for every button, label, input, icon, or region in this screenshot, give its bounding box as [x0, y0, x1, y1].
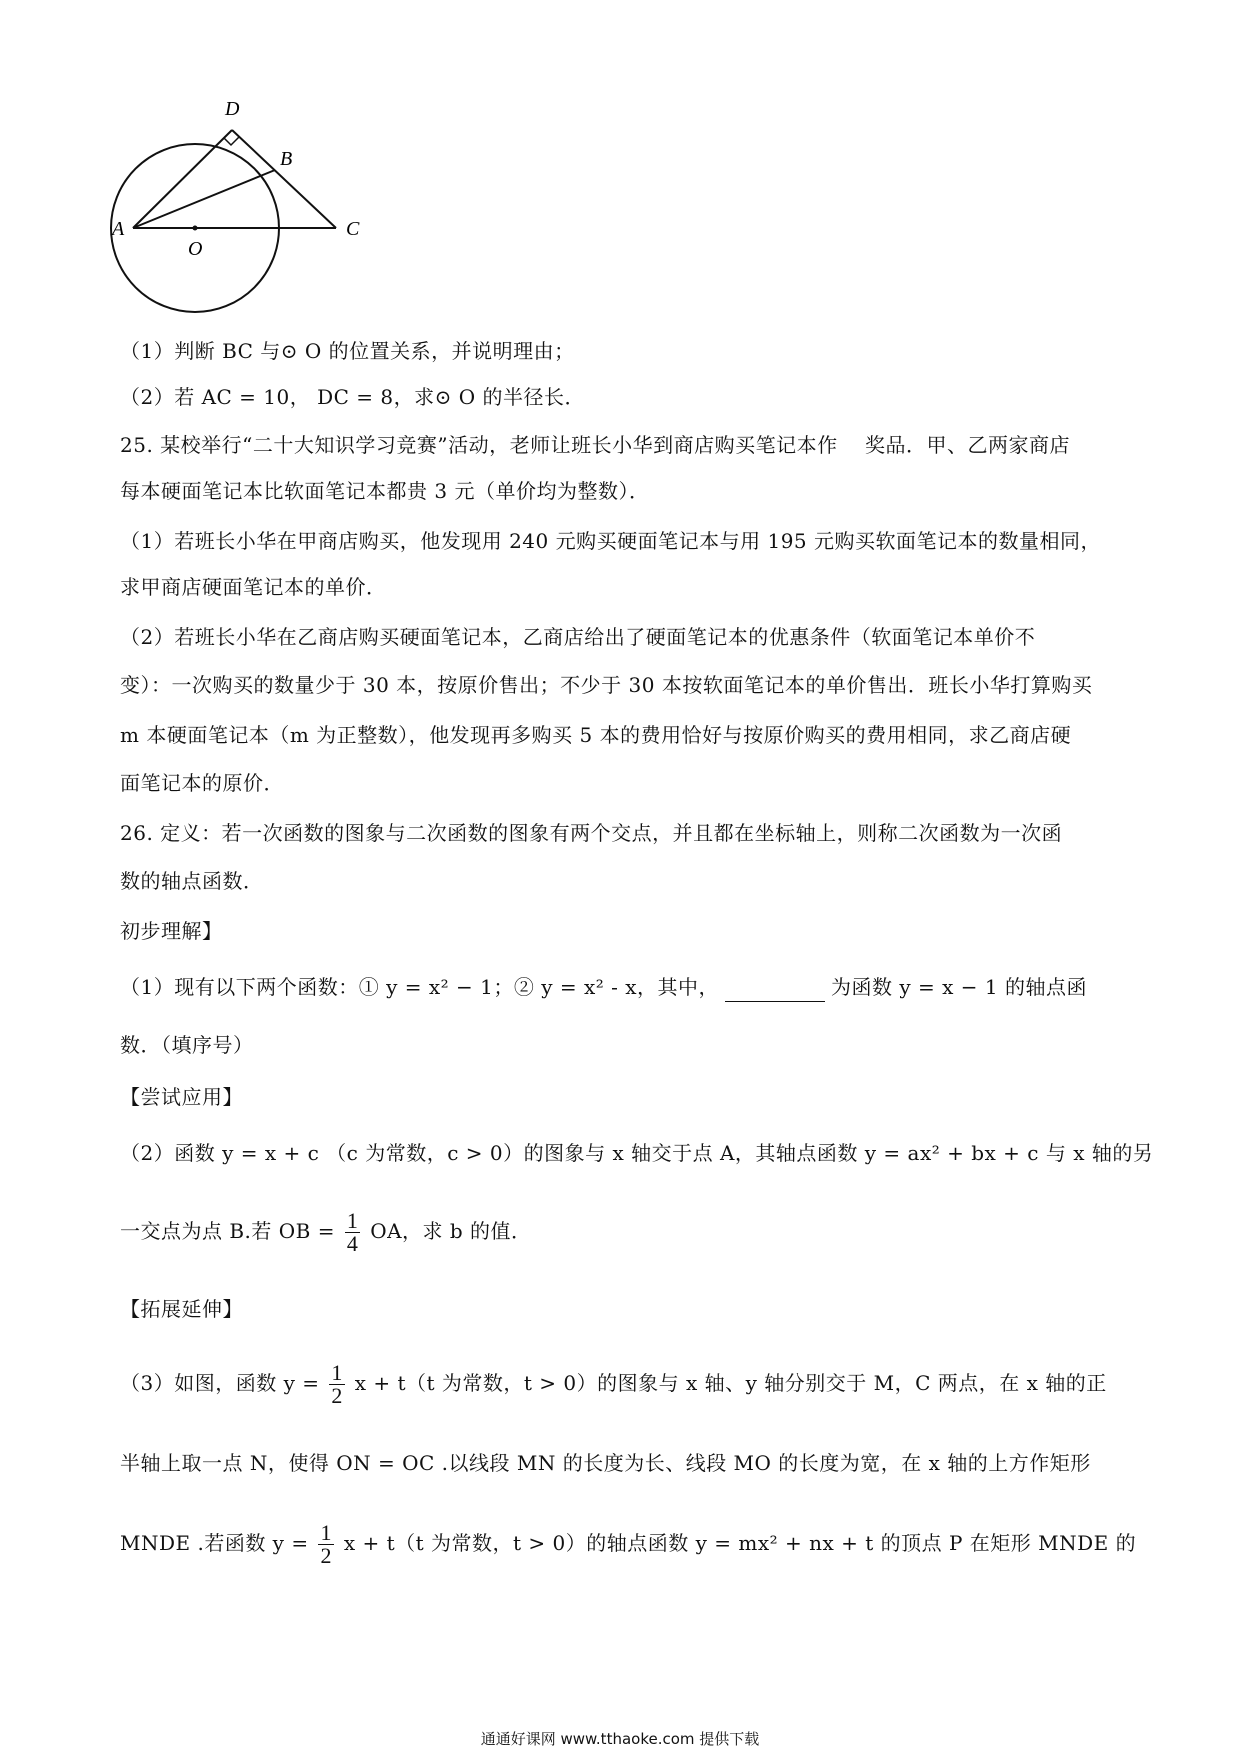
q24-part1: （1）判断 BC 与⊙ O 的位置关系，并说明理由； — [120, 339, 575, 363]
q24-part2: （2）若 AC = 10， DC = 8，求⊙ O 的半径长． — [120, 385, 586, 409]
q26-part3-line1 — [120, 1362, 1107, 1407]
fraction-numerator: 1 — [346, 1208, 359, 1233]
q25-stem-line2: 每本硬面笔记本比软面笔记本都贵 3 元（单价均为整数）． — [120, 479, 650, 503]
q26-part3-text-d: x + t（t 为常数，t > 0）的轴点函数 y = mx² + nx + t 的顶点 P 在矩形 MNDE 的 — [343, 1531, 1137, 1555]
q25-part2-line4: 面笔记本的原价． — [120, 771, 284, 795]
fraction-numerator: 1 — [331, 1360, 343, 1385]
q26-stem-line2: 数的轴点函数． — [120, 869, 264, 893]
q26-heading-application: 【尝试应用】 — [120, 1085, 243, 1109]
label-d: D — [225, 98, 240, 120]
fraction-one-quarter — [345, 1210, 361, 1255]
q25-part2-line2: 变）：一次购买的数量少于 30 本，按原价售出；不少于 30 本按软面笔记本的单价售出．班长小华打算购买 — [120, 673, 1093, 697]
q26-part3-text-c: MNDE .若函数 y = — [120, 1531, 309, 1555]
q26-part3-line2: 半轴上取一点 N，使得 ON = OC .以线段 MN 的长度为长、线段 MO 的长度为宽，在 x 轴的上方作矩形 — [120, 1451, 1091, 1475]
segment-ab — [133, 170, 275, 228]
q25-part2-line3: m 本硬面笔记本（m 为正整数），他发现再多购买 5 本的费用恰好与按原价购买的费用相同，求乙商店硬 — [120, 723, 1072, 747]
geometry-figure — [100, 95, 380, 325]
q26-part3-text-b: x + t（t 为常数，t > 0）的图象与 x 轴、y 轴分别交于 M，C 两点，在 x 轴的正 — [354, 1371, 1107, 1395]
fraction-one-half — [329, 1362, 345, 1407]
fraction-denominator: 2 — [331, 1383, 343, 1408]
q25-part1-line1: （1）若班长小华在甲商店购买，他发现用 240 元购买硬面笔记本与用 195 元购买软面笔记本的数量相同， — [120, 529, 1102, 553]
q25-part2-line1: （2）若班长小华在乙商店购买硬面笔记本，乙商店给出了硬面笔记本的优惠条件（软面笔记本单价不 — [120, 625, 1036, 649]
page-footer: 通通好课网 www.tthaoke.com 提供下载 — [480, 1730, 760, 1748]
right-angle-mark — [224, 137, 239, 145]
fraction-numerator: 1 — [320, 1520, 332, 1545]
q26-part3-text-a: （3）如图，函数 y = — [120, 1371, 320, 1395]
q26-heading-preliminary: 初步理解】 — [120, 919, 223, 943]
segment-dc — [232, 130, 336, 228]
label-b: B — [280, 148, 293, 170]
label-c: C — [346, 218, 360, 240]
q26-part1-line1 — [120, 972, 1087, 1002]
fraction-denominator: 4 — [346, 1231, 359, 1256]
q26-part2-line1: （2）函数 y = x + c （c 为常数，c > 0）的图象与 x 轴交于点 A，其轴点函数 y = ax² + bx + c 与 x 轴的另 — [120, 1141, 1154, 1165]
fraction-denominator: 2 — [320, 1543, 332, 1568]
q26-part1-text-a: （1）现有以下两个函数：① y = x² − 1；② y = x² - x，其中， — [120, 975, 720, 999]
label-a: A — [112, 218, 125, 240]
label-o: O — [188, 238, 203, 260]
q26-heading-extension: 【拓展延伸】 — [120, 1297, 243, 1321]
answer-blank[interactable] — [725, 979, 825, 1002]
q25-part1-line2: 求甲商店硬面笔记本的单价． — [120, 575, 387, 599]
q26-part1-line2: 数．（填序号） — [120, 1033, 254, 1057]
q26-part3-line3 — [120, 1522, 1136, 1567]
q26-stem-line1: 26. 定义：若一次函数的图象与二次函数的图象有两个交点，并且都在坐标轴上，则称二次函数为一次函 — [120, 821, 1063, 845]
q26-part2-text-b: OA，求 b 的值． — [370, 1219, 532, 1243]
center-point — [193, 226, 198, 231]
fraction-one-half-second — [318, 1522, 334, 1567]
q26-part2-text-a: 一交点为点 B.若 OB = — [120, 1219, 335, 1243]
q26-part1-text-b: 为函数 y = x − 1 的轴点函 — [831, 975, 1087, 999]
q26-part2-line2 — [120, 1210, 532, 1255]
q25-stem-line1: 25. 某校举行“二十大知识学习竞赛”活动，老师让班长小华到商店购买笔记本作 奖品．甲、乙两家商店 — [120, 433, 1070, 457]
